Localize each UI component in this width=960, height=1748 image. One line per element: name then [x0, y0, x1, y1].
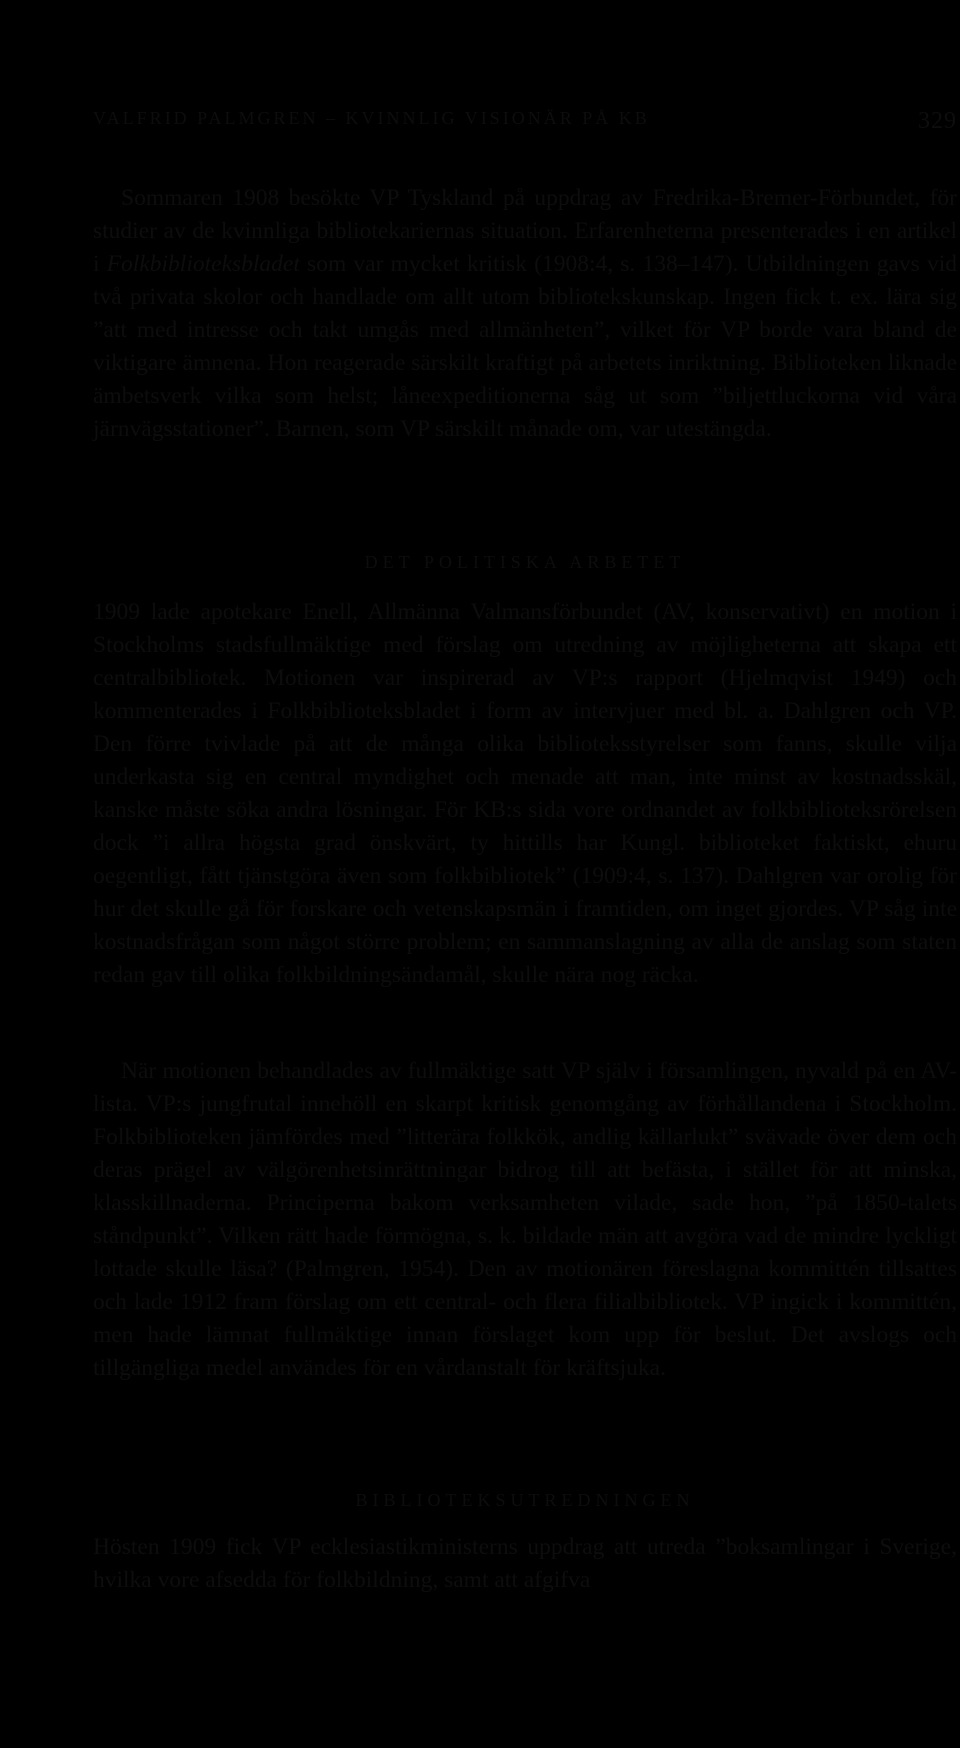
paragraph-1-part-b: som var mycket kritisk (1908:4, s. 138–147). Utbildningen gavs vid två privata skolor och handlade om allt utom bibliotekskunskap. Ingen fick t. ex. lära sig ”att med intresse och takt umgås med allmänheten”, vilket för VP borde vara bland de viktigare ämnena. Hon reagerade särskilt kraftigt på arbetets inriktning. Biblioteken liknade ämbetsverk vilka som helst; låneexpeditionerna såg ut som ”biljettluckorna vid våra järnvägsstationer”. Barnen, som VP särskilt månade om, var utestängda.: [93, 251, 958, 442]
paragraph-4-text: Hösten 1909 fick VP ecklesiastikministerns uppdrag att utreda ”boksamlingar i Sverige, hvilka vore afsedda för folkbildning, samt att afgifva: [93, 1534, 957, 1593]
paragraph-1: [93, 182, 957, 446]
paragraph-2-text: 1909 lade apotekare Enell, Allmänna Valmansförbundet (AV, konservativt) en motion i Stockholms stadsfullmäktige med förslag om utredning av möjligheterna att skapa ett centralbibliotek. Motionen var inspirerad av VP:s rapport (Hjelmqvist 1949) och kommenterades i Folkbiblioteksbladet i form av intervjuer med bl. a. Dahlgren och VP. Den förre tvivlade på att de många olika biblioteksstyrelser som fanns, skulle vilja underkasta sig en central myndighet och menade att man, inte minst av kostnadsskäl, kanske måste söka andra lösningar. För KB:s sida vore ordnandet av folkbiblioteksrörelsen dock ”i allra högsta grad önskvärt, ty hittills har Kungl. biblioteket faktiskt, ehuru oegentligt, fått tjänstgöra även som folkbibliotek” (1909:4, s. 137). Dahlgren var orolig för hur det skulle gå för forskare och vetenskapsmän i framtiden, om inget gjordes. VP såg inte kostnadsfrågan som något större problem; en sammanslagning av alla de anslag som staten redan gav till olika folkbildningsändamål, skulle nära nog räcka.: [93, 599, 957, 988]
running-head: [93, 108, 957, 136]
paragraph-3: [93, 1055, 957, 1385]
section-heading-library-inquiry: BIBLIOTEKSUTREDNINGEN: [355, 1490, 695, 1510]
paragraph-1-part-a: Sommaren 1908 besökte VP Tyskland på uppdrag av Fredrika-Bremer-Förbundet, för studier av de kvinnliga bibliotekariernas situation. Erfarenheterna presenterades i en artikel i: [93, 185, 957, 277]
paragraph-4: [93, 1531, 957, 1597]
running-head-title: VALFRID PALMGREN – KVINNLIG VISIONÄR PÅ KB: [93, 108, 650, 128]
paragraph-2: [93, 596, 957, 992]
paragraph-1-text: [93, 182, 957, 446]
section-heading-political-work: DET POLITISKA ARBETET: [364, 552, 686, 572]
page-number: 329: [918, 108, 957, 134]
journal-title: Folkbiblioteksbladet: [106, 251, 300, 277]
paragraph-3-text: När motionen behandlades av fullmäktige satt VP själv i församlingen, nyvald på en AV-lista. VP:s jungfrutal innehöll en skarpt kritisk genomgång av förhållandena i Stockholm. Folkbiblioteken jämfördes med ”litterära folkkök, andlig källarlukt” svävade över dem och deras prägel av välgörenhetsinrättningar bidrog till att befästa, i stället för att minska, klasskillnaderna. Principerna bakom verksamheten vilade, sade hon, ”på 1850-talets ståndpunkt”. Vilken rätt hade förmögna, s. k. bildade män att avgöra vad de mindre lyckligt lottade skulle läsa? (Palmgren, 1954). Den av motionären föreslagna kommittén tillsattes och lade 1912 fram förslag om ett central- och flera filialbibliotek. VP ingick i kommittén, men hade lämnat fullmäktige innan förslaget kom upp för beslut. Det avslogs och tillgängliga medel användes för en vårdanstalt för kräftsjuka.: [93, 1058, 957, 1381]
